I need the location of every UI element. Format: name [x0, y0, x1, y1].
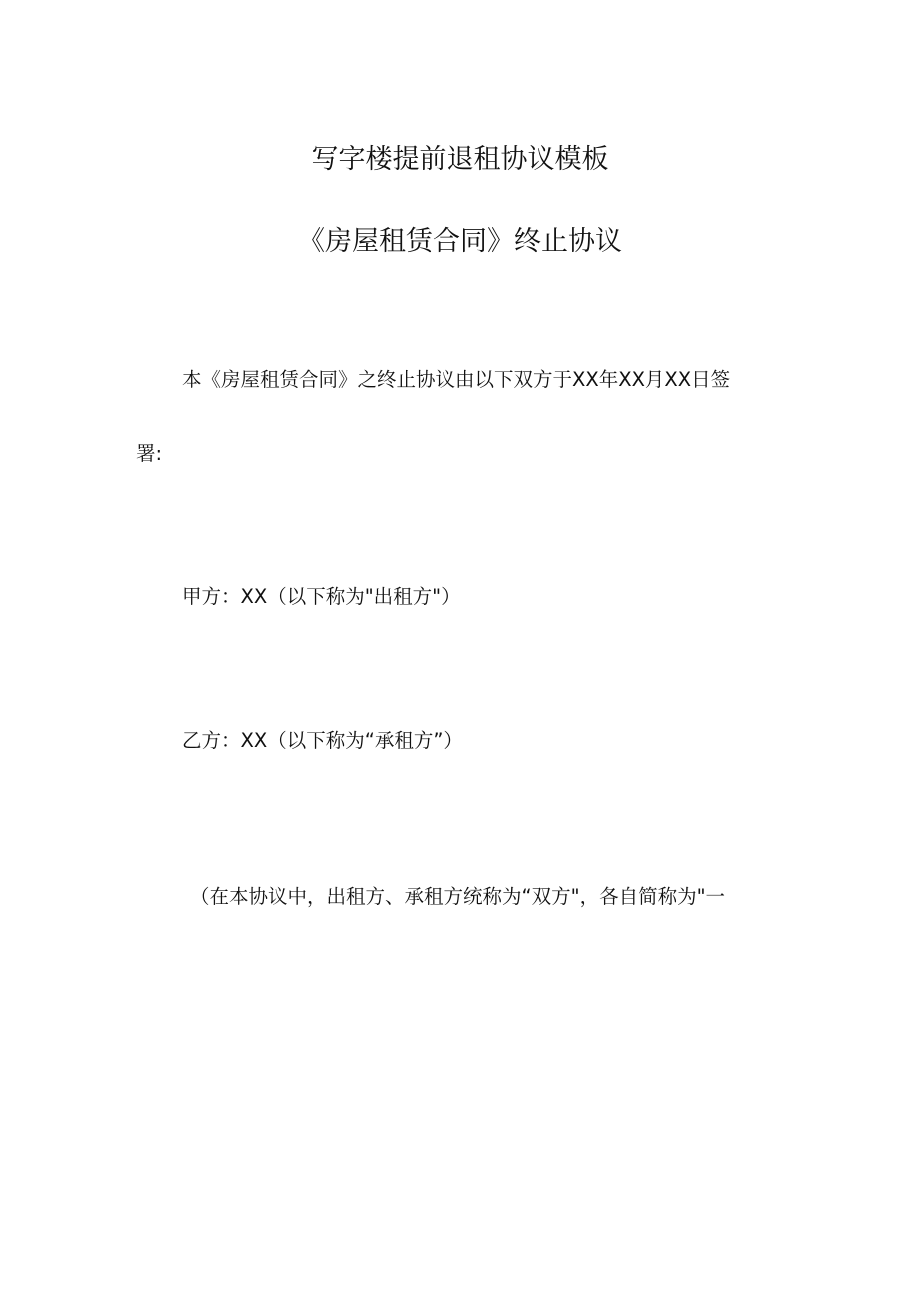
party-b-line: 乙方：XX（以下称为“承租方”）	[182, 729, 463, 752]
document-subtitle: 《房屋租赁合同》终止协议	[298, 226, 622, 257]
intro-paragraph-line-1: 本《房屋租赁合同》之终止协议由以下双方于XX年XX月XX日签	[182, 368, 731, 391]
definition-note-line-1: （在本协议中，出租方、承租方统称为“双方"，各自简称为"一	[190, 885, 726, 908]
intro-paragraph-line-2: 署:	[136, 442, 163, 465]
party-a-line: 甲方：XX（以下称为"出租方"）	[182, 585, 461, 608]
document-title: 写字楼提前退租协议模板	[311, 144, 609, 175]
